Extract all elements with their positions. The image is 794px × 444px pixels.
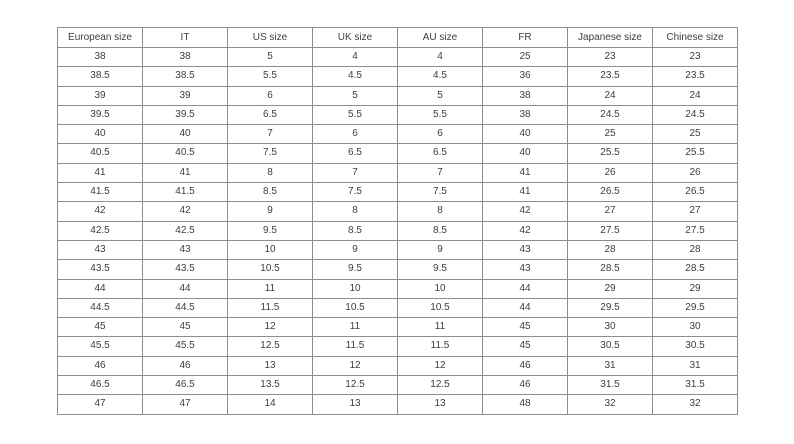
table-cell: 4.5 [398,67,483,86]
table-cell: 26.5 [568,183,653,202]
column-header: US size [228,28,313,48]
table-cell: 30 [568,318,653,337]
table-row [58,163,738,182]
table-cell: 46 [483,356,568,375]
table-row [58,202,738,221]
table-row [58,376,738,395]
table-cell: 44.5 [58,298,143,317]
table-cell: 45 [58,318,143,337]
table-cell: 11.5 [313,337,398,356]
table-cell: 42 [483,202,568,221]
table-cell: 7 [313,163,398,182]
table-cell: 12 [228,318,313,337]
table-cell: 24.5 [568,105,653,124]
table-cell: 8 [398,202,483,221]
table-cell: 28 [653,240,738,259]
table-cell: 31.5 [653,376,738,395]
table-cell: 27 [653,202,738,221]
table-cell: 31 [653,356,738,375]
table-cell: 26 [653,163,738,182]
table-cell: 12 [313,356,398,375]
table-cell: 39 [58,86,143,105]
table-cell: 40 [143,125,228,144]
table-cell: 42.5 [58,221,143,240]
table-cell: 6 [398,125,483,144]
table-row [58,67,738,86]
table-cell: 26 [568,163,653,182]
table-cell: 45 [483,337,568,356]
table-cell: 38 [483,105,568,124]
table-cell: 31.5 [568,376,653,395]
table-cell: 11 [228,279,313,298]
table-cell: 9 [398,240,483,259]
size-conversion-table-container [57,27,738,415]
table-row [58,298,738,317]
table-cell: 43 [58,240,143,259]
table-row [58,318,738,337]
table-cell: 10.5 [228,260,313,279]
table-cell: 45.5 [143,337,228,356]
table-cell: 25.5 [653,144,738,163]
table-cell: 5 [228,48,313,67]
table-cell: 13 [228,356,313,375]
table-cell: 40 [483,144,568,163]
table-cell: 43 [483,260,568,279]
table-cell: 46 [483,376,568,395]
table-cell: 12 [398,356,483,375]
table-cell: 5.5 [228,67,313,86]
table-cell: 47 [58,395,143,414]
table-cell: 41 [58,163,143,182]
table-cell: 10.5 [398,298,483,317]
table-cell: 6.5 [228,105,313,124]
table-header [58,28,738,48]
table-cell: 4 [313,48,398,67]
header-row [58,28,738,48]
table-cell: 39 [143,86,228,105]
table-cell: 41 [483,183,568,202]
table-cell: 28.5 [653,260,738,279]
table-cell: 12.5 [398,376,483,395]
table-cell: 44 [483,298,568,317]
table-cell: 39.5 [143,105,228,124]
table-cell: 41 [143,163,228,182]
table-cell: 8.5 [228,183,313,202]
table-row [58,260,738,279]
table-cell: 46 [58,356,143,375]
table-cell: 6 [313,125,398,144]
table-cell: 38 [58,48,143,67]
table-cell: 9 [228,202,313,221]
table-cell: 41.5 [143,183,228,202]
table-cell: 44 [143,279,228,298]
table-cell: 31 [568,356,653,375]
table-cell: 13.5 [228,376,313,395]
table-row [58,86,738,105]
column-header: European size [58,28,143,48]
column-header: FR [483,28,568,48]
table-cell: 29.5 [653,298,738,317]
table-cell: 44 [58,279,143,298]
table-cell: 8 [313,202,398,221]
table-cell: 9.5 [313,260,398,279]
table-cell: 48 [483,395,568,414]
table-cell: 41 [483,163,568,182]
table-cell: 12.5 [313,376,398,395]
table-row [58,337,738,356]
table-row [58,144,738,163]
table-row [58,48,738,67]
table-cell: 28.5 [568,260,653,279]
table-cell: 10.5 [313,298,398,317]
column-header: Chinese size [653,28,738,48]
table-cell: 29.5 [568,298,653,317]
table-cell: 29 [653,279,738,298]
table-cell: 25 [653,125,738,144]
table-row [58,279,738,298]
column-header: UK size [313,28,398,48]
table-cell: 27 [568,202,653,221]
table-cell: 28 [568,240,653,259]
table-cell: 8 [228,163,313,182]
table-cell: 6.5 [313,144,398,163]
table-cell: 6 [228,86,313,105]
table-cell: 29 [568,279,653,298]
table-cell: 4.5 [313,67,398,86]
table-cell: 30 [653,318,738,337]
table-cell: 44 [483,279,568,298]
table-cell: 11.5 [398,337,483,356]
table-cell: 30.5 [568,337,653,356]
table-cell: 38.5 [58,67,143,86]
table-cell: 11 [398,318,483,337]
table-cell: 46.5 [143,376,228,395]
table-cell: 38 [143,48,228,67]
table-cell: 14 [228,395,313,414]
table-cell: 10 [313,279,398,298]
table-cell: 30.5 [653,337,738,356]
table-cell: 25.5 [568,144,653,163]
table-cell: 9 [313,240,398,259]
table-cell: 23 [568,48,653,67]
table-cell: 5.5 [398,105,483,124]
table-cell: 45 [143,318,228,337]
table-cell: 40 [58,125,143,144]
table-cell: 4 [398,48,483,67]
table-body [58,48,738,415]
table-cell: 40.5 [143,144,228,163]
table-row [58,125,738,144]
table-cell: 24 [568,86,653,105]
table-cell: 44.5 [143,298,228,317]
table-cell: 25 [568,125,653,144]
table-cell: 5 [313,86,398,105]
table-cell: 26.5 [653,183,738,202]
table-cell: 6.5 [398,144,483,163]
table-cell: 32 [653,395,738,414]
table-cell: 24.5 [653,105,738,124]
table-row [58,240,738,259]
table-cell: 41.5 [58,183,143,202]
table-cell: 24 [653,86,738,105]
table-cell: 7.5 [228,144,313,163]
table-cell: 9.5 [398,260,483,279]
table-cell: 43.5 [58,260,143,279]
table-cell: 7 [228,125,313,144]
table-cell: 40 [483,125,568,144]
table-cell: 5 [398,86,483,105]
table-cell: 13 [398,395,483,414]
table-cell: 42 [58,202,143,221]
table-cell: 27.5 [653,221,738,240]
table-cell: 5.5 [313,105,398,124]
table-cell: 27.5 [568,221,653,240]
table-cell: 43 [483,240,568,259]
table-row [58,221,738,240]
table-cell: 43 [143,240,228,259]
table-cell: 36 [483,67,568,86]
table-cell: 9.5 [228,221,313,240]
table-cell: 8.5 [313,221,398,240]
table-cell: 47 [143,395,228,414]
column-header: Japanese size [568,28,653,48]
table-cell: 10 [228,240,313,259]
table-cell: 43.5 [143,260,228,279]
table-cell: 11 [313,318,398,337]
table-cell: 42.5 [143,221,228,240]
table-cell: 23.5 [568,67,653,86]
table-cell: 32 [568,395,653,414]
table-row [58,356,738,375]
table-cell: 11.5 [228,298,313,317]
table-row [58,395,738,414]
table-cell: 7 [398,163,483,182]
table-cell: 23 [653,48,738,67]
column-header: IT [143,28,228,48]
table-cell: 46.5 [58,376,143,395]
table-row [58,105,738,124]
column-header: AU size [398,28,483,48]
table-cell: 42 [143,202,228,221]
table-cell: 23.5 [653,67,738,86]
table-cell: 38.5 [143,67,228,86]
table-cell: 39.5 [58,105,143,124]
table-row [58,183,738,202]
table-cell: 12.5 [228,337,313,356]
table-cell: 42 [483,221,568,240]
table-cell: 38 [483,86,568,105]
table-cell: 45.5 [58,337,143,356]
table-cell: 13 [313,395,398,414]
table-cell: 40.5 [58,144,143,163]
table-cell: 25 [483,48,568,67]
table-cell: 45 [483,318,568,337]
table-cell: 10 [398,279,483,298]
table-cell: 7.5 [398,183,483,202]
table-cell: 8.5 [398,221,483,240]
table-cell: 46 [143,356,228,375]
size-conversion-table [57,27,738,415]
table-cell: 7.5 [313,183,398,202]
